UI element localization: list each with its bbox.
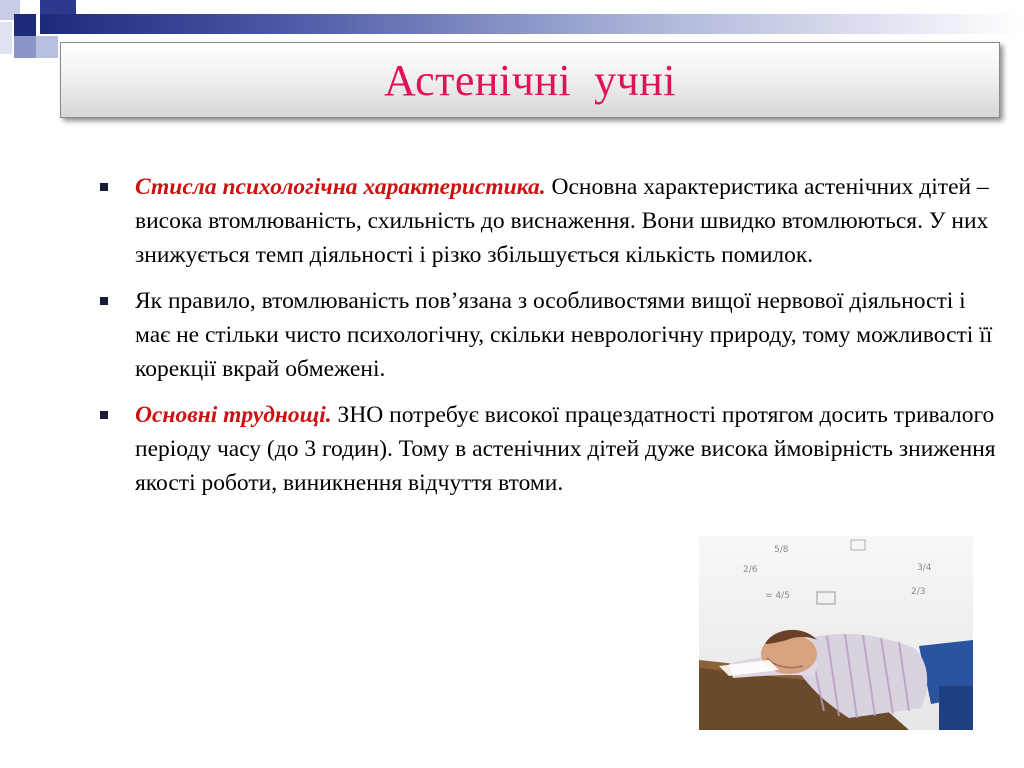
decor-square bbox=[36, 36, 58, 58]
bullet-item bbox=[96, 398, 996, 500]
board-fraction: 2/3 bbox=[911, 587, 926, 597]
decor-square bbox=[0, 22, 12, 54]
header-gradient-bar bbox=[40, 14, 1024, 34]
bullet-square-icon bbox=[100, 297, 108, 305]
bullet-lead: Стисла психологічна характеристика. bbox=[135, 174, 546, 200]
decor-square bbox=[14, 14, 36, 36]
decor-square bbox=[14, 36, 36, 58]
bullet-text: ЗНО потребує високої працездатності протягом досить тривалого періоду часу (до 3 годин). Тому в астенічних дітей дуже висока ймовірність зниження якості роботи, виникнення відчуття втоми. bbox=[135, 402, 996, 496]
board-fraction: = 4/5 bbox=[765, 591, 790, 601]
bullet-item bbox=[96, 170, 996, 272]
bullet-item bbox=[96, 284, 996, 386]
board-fraction: 5/8 bbox=[774, 545, 789, 555]
bullet-list bbox=[96, 170, 996, 512]
board-fraction: 3/4 bbox=[917, 563, 932, 573]
title-box bbox=[60, 42, 1000, 118]
bullet-square-icon bbox=[100, 411, 108, 419]
photo-illustration bbox=[699, 536, 973, 730]
bullet-text: Основна характеристика астенічних дітей – висока втомлюваність, схильність до виснаження. Вони швидко втомлюються. У них знижується темп діяльності і різко збільшується кількість помилок. bbox=[135, 174, 989, 268]
slide-title: Астенічні учні bbox=[383, 55, 677, 105]
sleeping-student-photo bbox=[699, 536, 973, 730]
bullet-square-icon bbox=[100, 183, 108, 191]
bullet-lead: Основні труднощі. bbox=[135, 402, 332, 428]
board-fraction: 2/6 bbox=[743, 565, 758, 575]
decor-square bbox=[40, 0, 76, 14]
bullet-text: Як правило, втомлюваність пов’язана з особливостями вищої нервової діяльності і має не стільки чисто психологічну, скільки неврологічну природу, тому можливості її корекції вкрай обмежені. bbox=[135, 288, 993, 382]
